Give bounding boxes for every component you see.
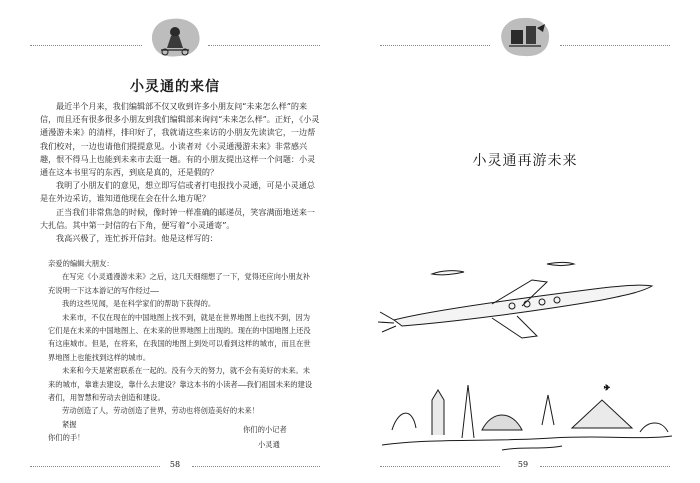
signature-role: 你们的小记者 [243,425,287,434]
paragraph: 我高兴极了，连忙拆开信封。他是这样写的： [56,233,218,244]
footer-rule-left [30,466,160,467]
page-number: 59 [517,460,529,469]
letter-paragraph: 在写完《小灵通漫游未来》之后，这几天细细想了一下，觉得还应向小朋友补充说明一下这本游记的写作经过—— [48,272,311,295]
header-rule-left [380,45,490,46]
footer-rule-left [380,466,500,467]
intro-text [40,100,320,245]
signature-name: 小灵通 [258,440,280,449]
svg-text:✈: ✈ [604,384,610,392]
page-number: 58 [169,460,181,469]
letter-paragraph: 我的这些见闻，是在科学家们的帮助下获得的。 [62,299,216,309]
header-rule-right [208,45,320,46]
letter-paragraph: 劳动创造了人，劳动创造了世界，劳动也将创造美好的未来！ [62,406,260,416]
future-city-illustration [372,260,682,460]
city-skyline-sketch [382,384,672,450]
letter-salutation: 亲爱的编辑大朋友： [48,259,114,268]
right-page [350,0,700,483]
page-title: 小灵通的来信 [130,79,220,95]
header-rule-left [30,45,142,46]
paragraph: 我明了小朋友们的意见，想立即写信或者打电报找小灵通，可是小灵通总是在外边采访，谁知道他现在会在什么地方呢？ [40,180,316,204]
header-emblem-illustration [147,14,203,60]
header-rule-right [560,45,670,46]
header-emblem-illustration [497,14,553,60]
letter-body [48,257,314,445]
aircraft-sketch [378,263,652,339]
letter-closing: 紧握 [62,419,77,429]
footer-rule-right [192,466,320,467]
letter-closing-2: 你们的手！ [48,433,85,443]
footer-rule-right [540,466,670,467]
chapter-title: 小灵通再游未来 [472,153,578,169]
paragraph: 正当我们非常焦急的时候，像时钟一样准确的邮递员，笑容满面地送来一大扎信。其中第一封信的右下角，便写着“小灵通寄”。 [40,206,316,230]
letter-paragraph: 未来和今天是紧密联系在一起的。没有今天的努力，就不会有美好的未来。未来的城市，靠谁去建设，靠什么去建设？靠这本书的小读者——我们祖国未来的建设者们，用智慧和劳动去创造和建设。 [48,366,313,403]
paragraph: 最近半个月来，我们编辑部不仅又收到许多小朋友问“未来怎么样”的来信，而且还有很多很多小朋友到我们编辑部来询问“未来怎么样”。正好，《小灵通漫游未来》的清样，排印好了，我就请这些来访的小朋友先读读它，一边帮我们校对，一边也请他们提提意见。小读者对《小灵通漫游未来》非常感兴趣，恨不得马上也能到未来市去逛一趟。有的小朋友提出这样一个问题：小灵通在这本书里写的东西，到底是真的，还是假的？ [40,101,320,178]
letter-paragraph: 未来市，不仅在现在的中国地图上找不到，就是在世界地图上也找不到，因为它们是在未来的中国地图上、在未来的世界地图上出现的。现在的中国地图上还没有这座城市。但是，在将来，在我国的地图上到处可以看到这样的城市，而且在世界地图上也能找到这样的城市。 [48,312,311,362]
